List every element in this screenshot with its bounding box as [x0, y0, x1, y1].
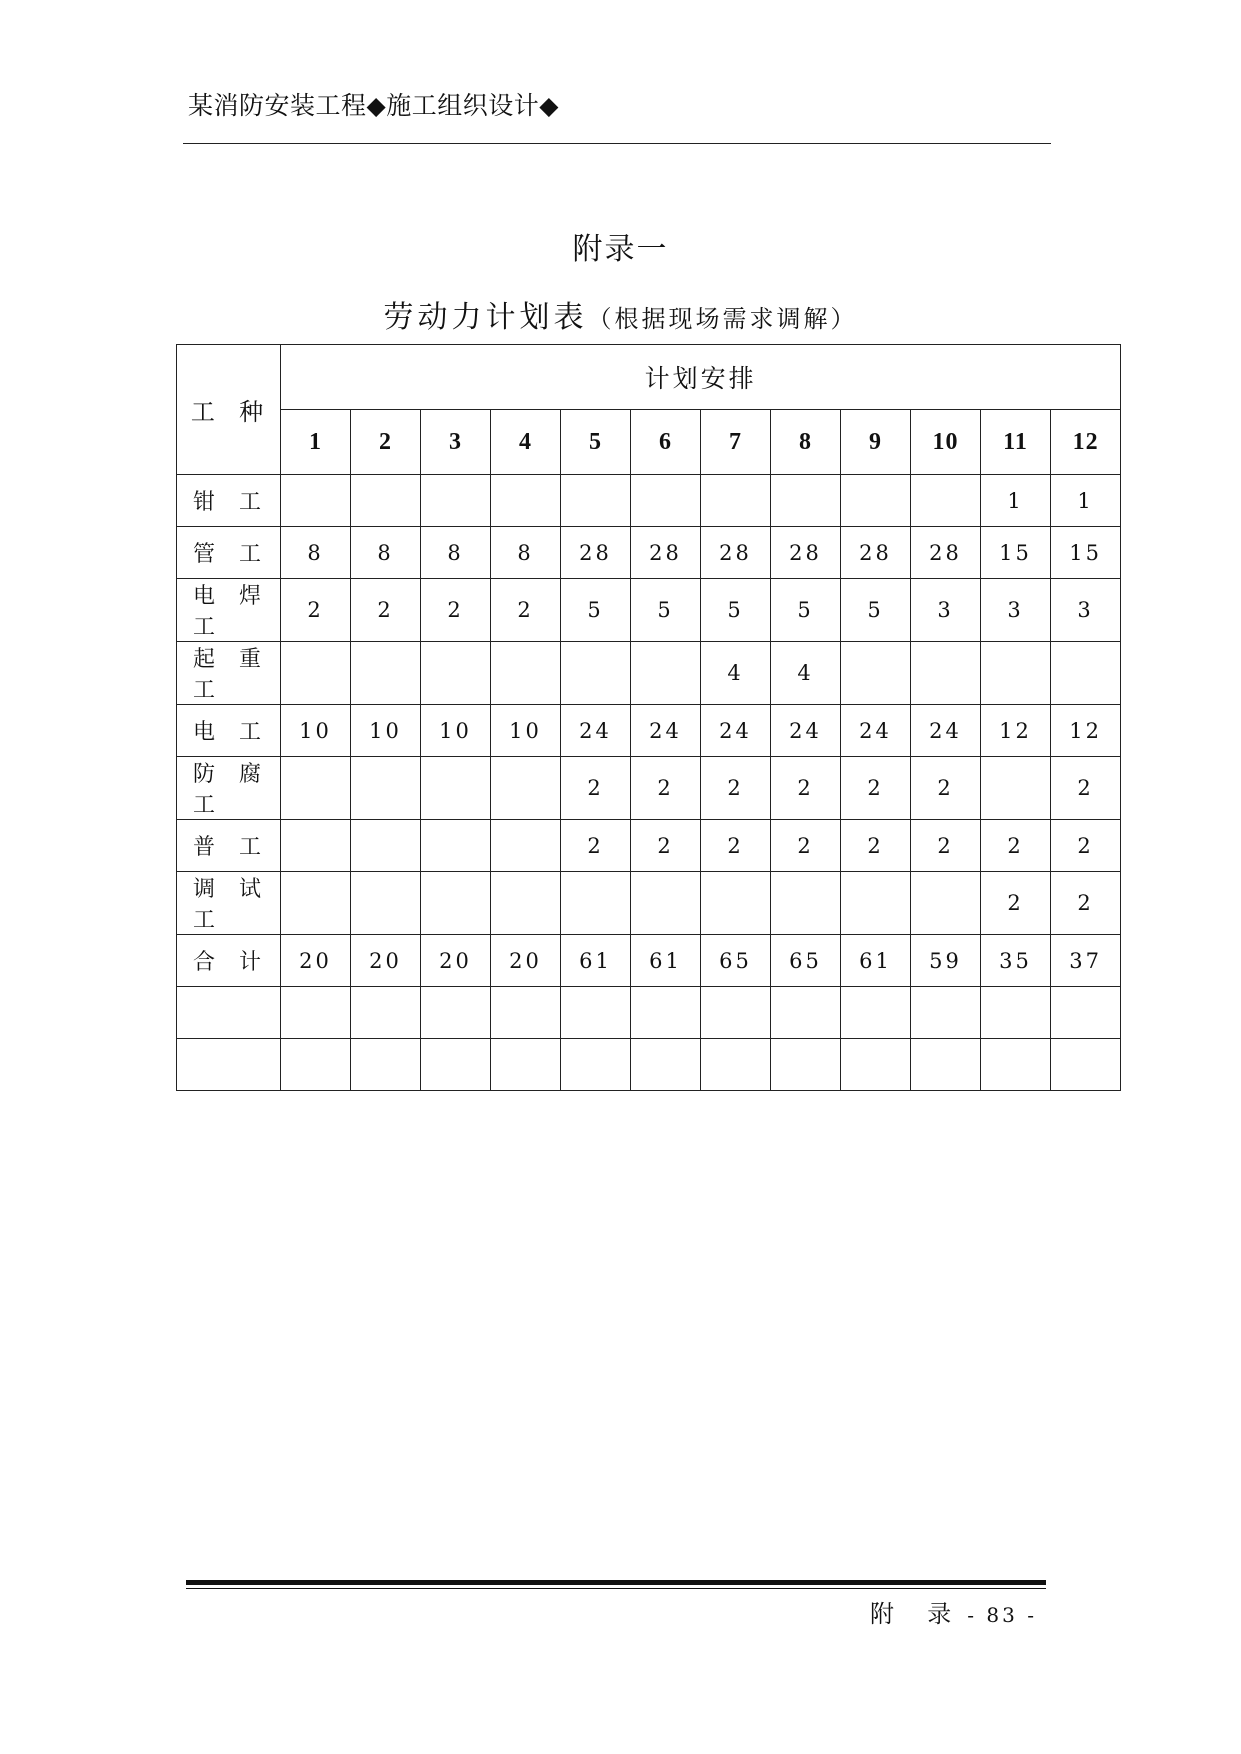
headcount-cell: 2	[911, 757, 981, 820]
headcount-cell: 1	[981, 475, 1051, 527]
headcount-cell: 28	[771, 527, 841, 579]
work-type-cell: 防腐工	[177, 757, 281, 820]
headcount-cell: 2	[1051, 820, 1121, 872]
headcount-cell	[631, 872, 701, 935]
headcount-cell	[561, 475, 631, 527]
headcount-cell: 61	[841, 935, 911, 987]
headcount-cell	[421, 757, 491, 820]
work-type-cell	[177, 1039, 281, 1091]
headcount-cell	[491, 475, 561, 527]
headcount-cell	[631, 987, 701, 1039]
headcount-cell: 4	[771, 642, 841, 705]
month-header-cell: 6	[631, 410, 701, 475]
headcount-cell: 20	[421, 935, 491, 987]
headcount-cell: 3	[981, 579, 1051, 642]
headcount-cell: 10	[421, 705, 491, 757]
headcount-cell	[351, 757, 421, 820]
headcount-cell: 24	[911, 705, 981, 757]
headcount-cell	[981, 757, 1051, 820]
table-title-line	[0, 292, 1241, 336]
work-type-cell: 电 工	[177, 705, 281, 757]
table-row	[177, 527, 1121, 579]
headcount-cell: 4	[701, 642, 771, 705]
work-type-cell: 普 工	[177, 820, 281, 872]
headcount-cell	[561, 642, 631, 705]
work-type-cell: 起重工	[177, 642, 281, 705]
headcount-cell	[911, 475, 981, 527]
headcount-cell	[491, 642, 561, 705]
headcount-cell: 61	[631, 935, 701, 987]
table-subtitle: （根据现场需求调解）	[587, 305, 858, 333]
headcount-cell: 8	[421, 527, 491, 579]
work-type-cell: 调试工	[177, 872, 281, 935]
headcount-cell	[281, 475, 351, 527]
headcount-cell: 10	[281, 705, 351, 757]
plan-schedule-header: 计划安排	[281, 345, 1121, 410]
headcount-cell: 1	[1051, 475, 1121, 527]
headcount-cell: 2	[981, 872, 1051, 935]
headcount-cell	[281, 872, 351, 935]
headcount-cell	[631, 642, 701, 705]
headcount-cell: 5	[631, 579, 701, 642]
work-type-cell	[177, 987, 281, 1039]
headcount-cell	[491, 757, 561, 820]
headcount-cell	[281, 642, 351, 705]
headcount-cell: 24	[561, 705, 631, 757]
headcount-cell	[351, 1039, 421, 1091]
headcount-cell: 65	[701, 935, 771, 987]
work-type-header: 工 种	[177, 345, 281, 475]
headcount-cell: 65	[771, 935, 841, 987]
table-row	[177, 705, 1121, 757]
headcount-cell: 24	[771, 705, 841, 757]
headcount-cell	[1051, 1039, 1121, 1091]
headcount-cell: 2	[771, 757, 841, 820]
month-header-cell: 5	[561, 410, 631, 475]
headcount-cell: 8	[351, 527, 421, 579]
table-row	[177, 642, 1121, 705]
headcount-cell: 2	[1051, 872, 1121, 935]
headcount-cell: 24	[631, 705, 701, 757]
headcount-cell: 20	[281, 935, 351, 987]
headcount-cell	[701, 1039, 771, 1091]
headcount-cell	[841, 475, 911, 527]
headcount-cell	[351, 475, 421, 527]
headcount-cell	[1051, 642, 1121, 705]
headcount-cell: 10	[351, 705, 421, 757]
headcount-cell	[841, 872, 911, 935]
headcount-cell: 2	[911, 820, 981, 872]
headcount-cell	[561, 872, 631, 935]
header-divider	[183, 143, 1051, 144]
headcount-cell	[281, 1039, 351, 1091]
footer-divider-thin	[186, 1588, 1046, 1589]
headcount-cell	[491, 987, 561, 1039]
headcount-cell: 8	[281, 527, 351, 579]
headcount-cell	[281, 820, 351, 872]
headcount-cell	[421, 1039, 491, 1091]
appendix-title: 附录一	[572, 232, 669, 267]
headcount-cell	[911, 642, 981, 705]
headcount-cell: 2	[631, 757, 701, 820]
headcount-cell	[351, 820, 421, 872]
headcount-cell	[771, 475, 841, 527]
headcount-cell	[911, 872, 981, 935]
headcount-cell	[561, 1039, 631, 1091]
headcount-cell: 2	[841, 757, 911, 820]
headcount-cell: 2	[281, 579, 351, 642]
headcount-cell: 12	[981, 705, 1051, 757]
headcount-cell: 2	[351, 579, 421, 642]
headcount-cell: 5	[701, 579, 771, 642]
headcount-cell: 2	[421, 579, 491, 642]
work-type-cell: 管 工	[177, 527, 281, 579]
month-header-cell: 12	[1051, 410, 1121, 475]
headcount-cell	[701, 475, 771, 527]
headcount-cell	[631, 1039, 701, 1091]
headcount-cell	[281, 987, 351, 1039]
headcount-cell	[841, 642, 911, 705]
headcount-cell	[841, 987, 911, 1039]
headcount-cell: 3	[911, 579, 981, 642]
headcount-cell: 20	[351, 935, 421, 987]
headcount-cell	[1051, 987, 1121, 1039]
headcount-cell: 28	[701, 527, 771, 579]
table-row	[177, 872, 1121, 935]
headcount-cell	[421, 475, 491, 527]
headcount-cell: 5	[841, 579, 911, 642]
headcount-cell: 2	[701, 820, 771, 872]
headcount-cell: 28	[561, 527, 631, 579]
headcount-cell	[631, 475, 701, 527]
month-header-cell: 10	[911, 410, 981, 475]
headcount-cell	[491, 872, 561, 935]
headcount-cell: 2	[981, 820, 1051, 872]
work-type-cell: 电焊工	[177, 579, 281, 642]
labor-plan-table	[176, 344, 1121, 1091]
headcount-cell: 24	[701, 705, 771, 757]
work-type-cell: 钳 工	[177, 475, 281, 527]
month-header-cell: 4	[491, 410, 561, 475]
headcount-cell	[421, 872, 491, 935]
headcount-cell	[491, 1039, 561, 1091]
footer-divider-thick	[186, 1580, 1046, 1585]
month-header-cell: 2	[351, 410, 421, 475]
headcount-cell	[351, 987, 421, 1039]
headcount-cell	[771, 987, 841, 1039]
headcount-cell: 28	[911, 527, 981, 579]
headcount-cell: 59	[911, 935, 981, 987]
headcount-cell	[421, 987, 491, 1039]
month-header-cell: 7	[701, 410, 771, 475]
headcount-cell: 2	[841, 820, 911, 872]
headcount-cell	[911, 1039, 981, 1091]
footer-section-label: 附 录	[870, 1600, 958, 1628]
headcount-cell	[421, 642, 491, 705]
work-type-cell: 合 计	[177, 935, 281, 987]
headcount-cell: 20	[491, 935, 561, 987]
headcount-cell	[421, 820, 491, 872]
headcount-cell: 2	[701, 757, 771, 820]
headcount-cell: 28	[631, 527, 701, 579]
headcount-cell	[771, 1039, 841, 1091]
table-row	[177, 757, 1121, 820]
headcount-cell: 5	[561, 579, 631, 642]
headcount-cell	[981, 987, 1051, 1039]
table-header-row	[177, 345, 1121, 410]
table-row	[177, 579, 1121, 642]
headcount-cell	[351, 642, 421, 705]
table-title: 劳动力计划表	[383, 300, 588, 335]
month-header-cell: 9	[841, 410, 911, 475]
table-row	[177, 475, 1121, 527]
headcount-cell: 2	[561, 820, 631, 872]
headcount-cell	[771, 872, 841, 935]
headcount-cell	[841, 1039, 911, 1091]
month-header-cell: 8	[771, 410, 841, 475]
headcount-cell	[981, 642, 1051, 705]
headcount-cell: 24	[841, 705, 911, 757]
headcount-cell	[491, 820, 561, 872]
page-footer	[870, 1594, 1037, 1629]
headcount-cell	[981, 1039, 1051, 1091]
month-header-cell: 1	[281, 410, 351, 475]
months-header-row	[177, 410, 1121, 475]
headcount-cell: 8	[491, 527, 561, 579]
month-header-cell: 11	[981, 410, 1051, 475]
headcount-cell	[701, 987, 771, 1039]
headcount-cell: 5	[771, 579, 841, 642]
headcount-cell: 2	[1051, 757, 1121, 820]
table-row	[177, 820, 1121, 872]
headcount-cell	[701, 872, 771, 935]
headcount-cell: 15	[981, 527, 1051, 579]
headcount-cell	[561, 987, 631, 1039]
headcount-cell: 12	[1051, 705, 1121, 757]
headcount-cell	[911, 987, 981, 1039]
headcount-cell: 2	[491, 579, 561, 642]
month-header-cell: 3	[421, 410, 491, 475]
page-number: - 83 -	[967, 1603, 1037, 1627]
headcount-cell	[351, 872, 421, 935]
headcount-cell: 3	[1051, 579, 1121, 642]
headcount-cell: 61	[561, 935, 631, 987]
headcount-cell: 35	[981, 935, 1051, 987]
headcount-cell: 28	[841, 527, 911, 579]
headcount-cell	[281, 757, 351, 820]
headcount-cell: 2	[561, 757, 631, 820]
document-header-title: 某消防安装工程◆施工组织设计◆	[188, 91, 559, 120]
headcount-cell: 2	[771, 820, 841, 872]
headcount-cell: 10	[491, 705, 561, 757]
table-row	[177, 935, 1121, 987]
table-row	[177, 987, 1121, 1039]
headcount-cell: 37	[1051, 935, 1121, 987]
headcount-cell: 15	[1051, 527, 1121, 579]
headcount-cell: 2	[631, 820, 701, 872]
table-row	[177, 1039, 1121, 1091]
